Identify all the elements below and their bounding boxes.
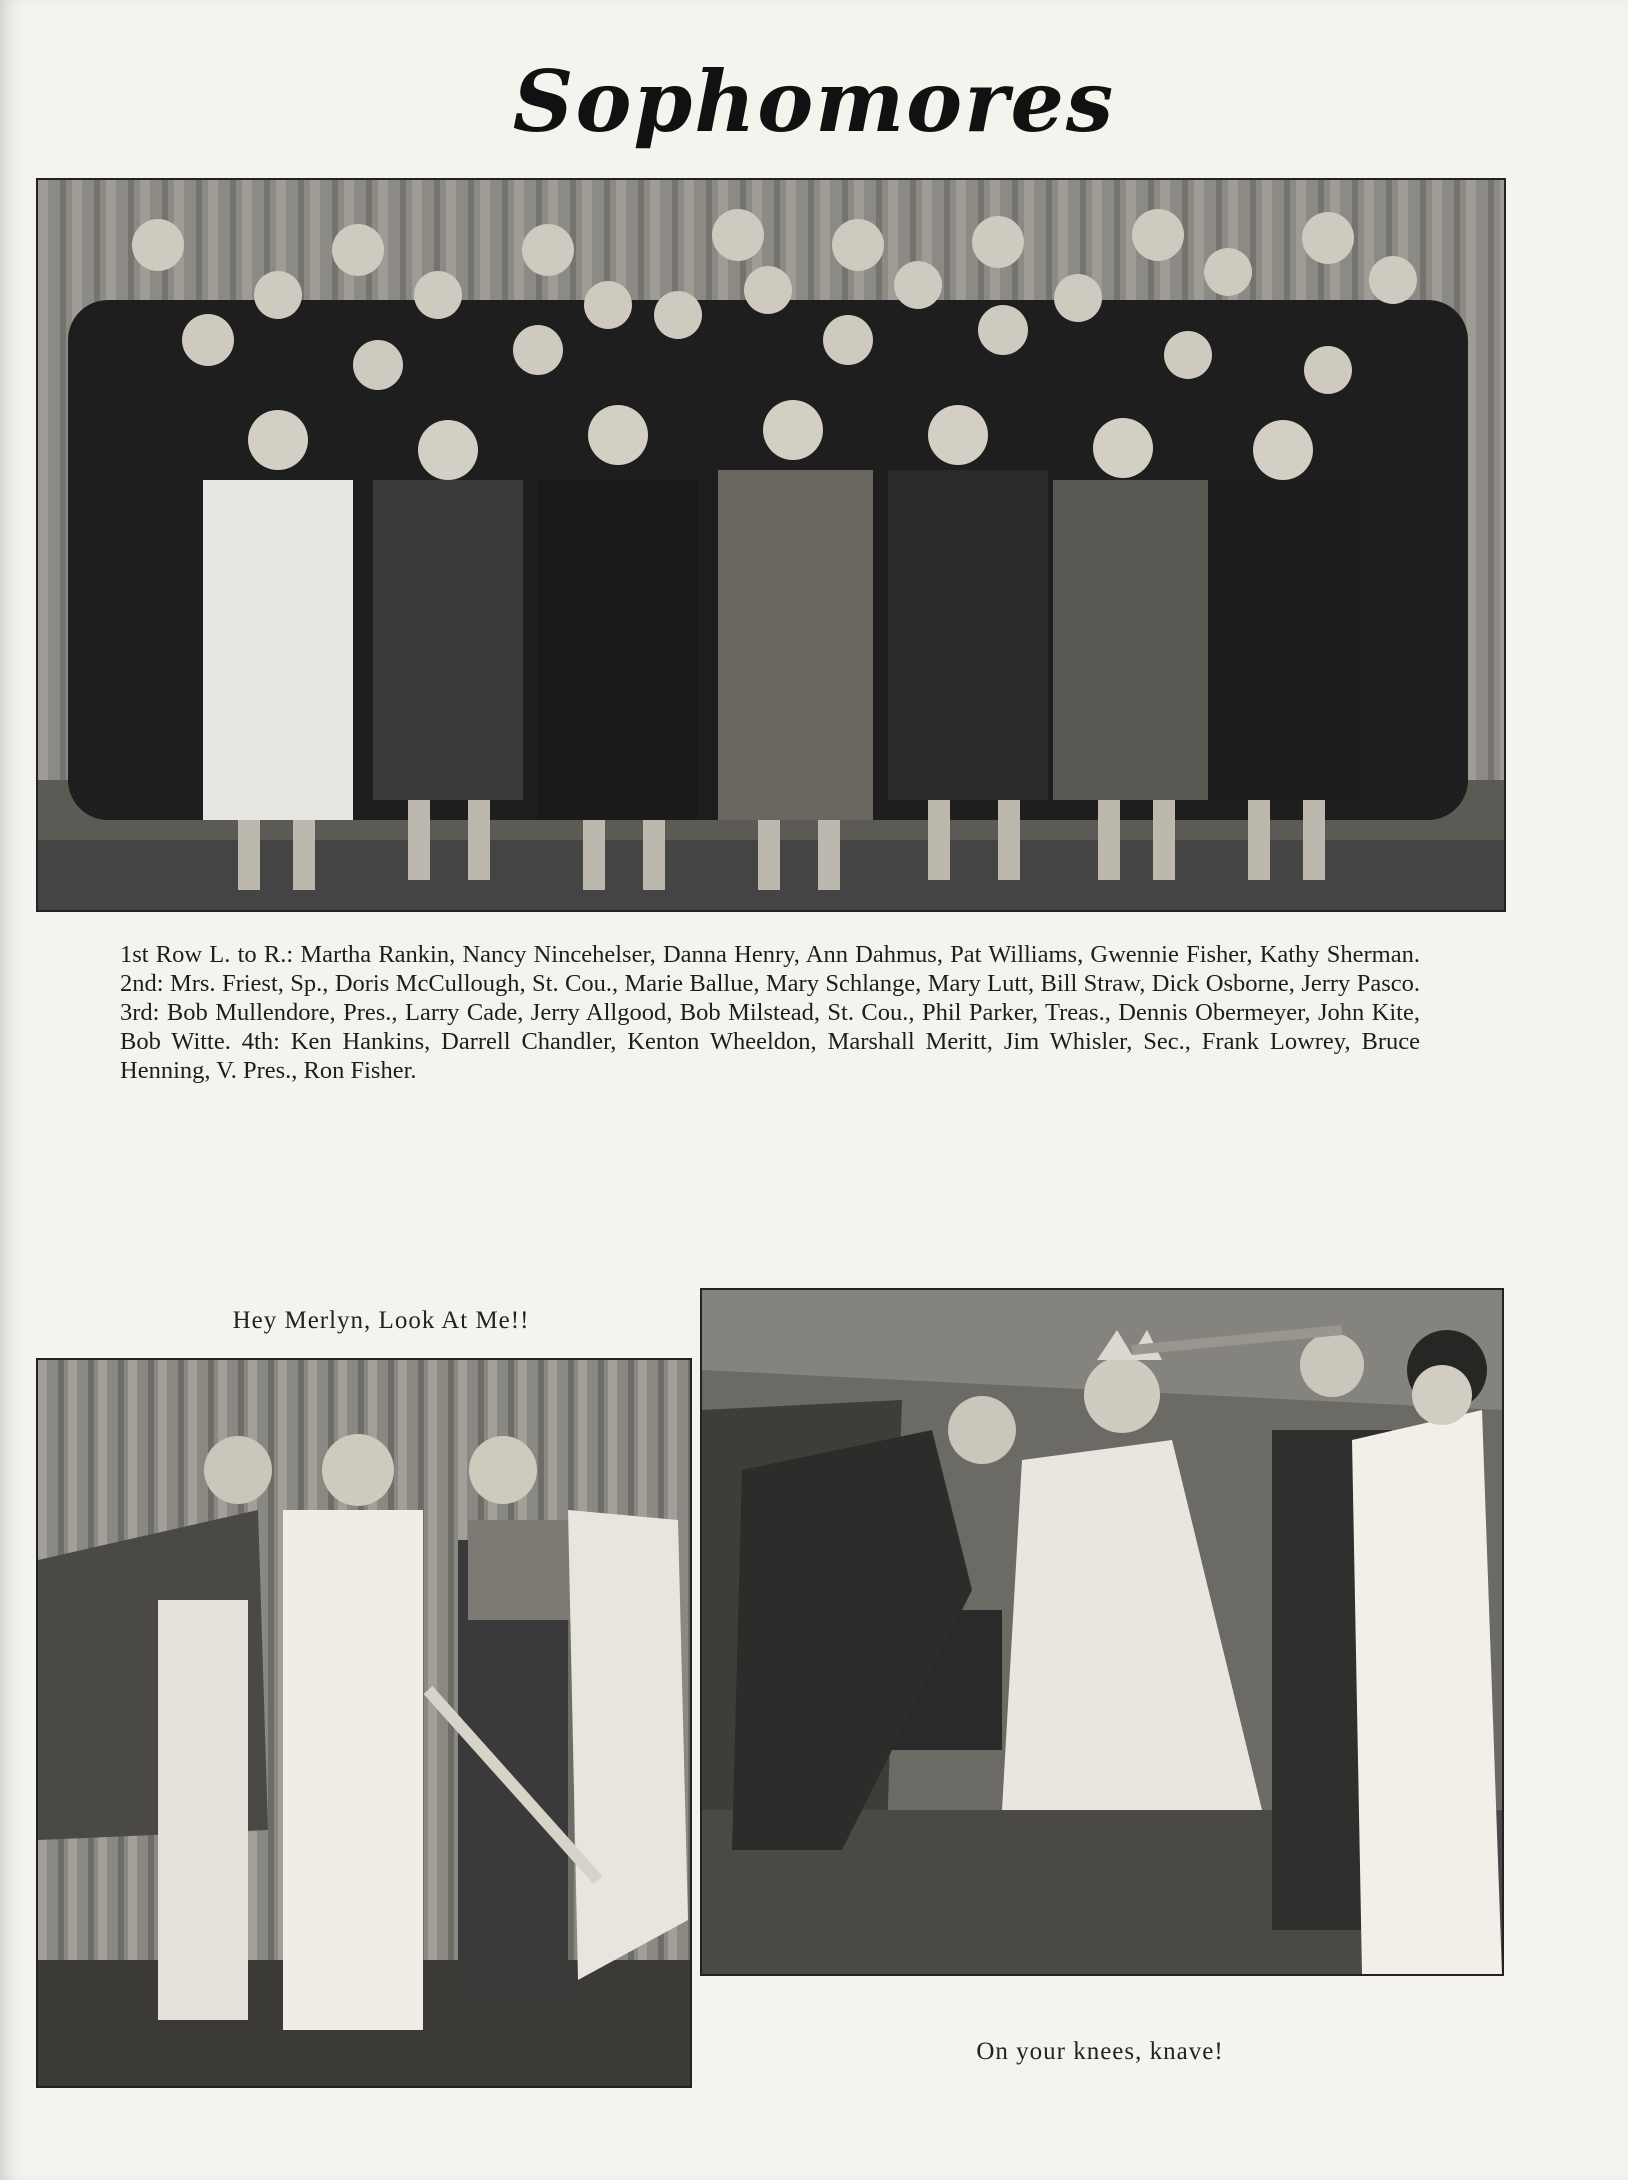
left-photo-image [38, 1360, 690, 2086]
right-photo-caption: On your knees, knave! [976, 2038, 1224, 2065]
right-photo-image [702, 1290, 1502, 1974]
right-skit-photo [700, 1288, 1504, 1976]
left-photo-caption: Hey Merlyn, Look At Me!! [232, 1307, 530, 1334]
class-group-photo [36, 178, 1506, 912]
class-photo-image [38, 180, 1504, 910]
class-photo-caption: 1st Row L. to R.: Martha Rankin, Nancy Nincehelser, Danna Henry, Ann Dahmus, Pat Williams, Gwennie Fisher, Kathy Sherman. 2nd: Mrs. Friest, Sp., Doris McCullough, St. Cou., Marie Ballue, Mary Schlange, Mary Lutt, Bill Straw, Dick Osborne, Jerry Pasco. 3rd: Bob Mullendore, Pres., Larry Cade, Jerry Allgood, Bob Milstead, St. Cou., Phil Parker, Treas., Dennis Obermeyer, John Kite, Bob Witte. 4th: Ken Hankins, Darrell Chandler, Kenton Wheeldon, Marshall Meritt, Jim Whisler, Sec., Frank Lowrey, Bruce Henning, V. Pres., Ron Fisher. [120, 941, 1420, 1084]
left-skit-photo [36, 1358, 692, 2088]
page-title: Sophomores [512, 52, 1116, 151]
